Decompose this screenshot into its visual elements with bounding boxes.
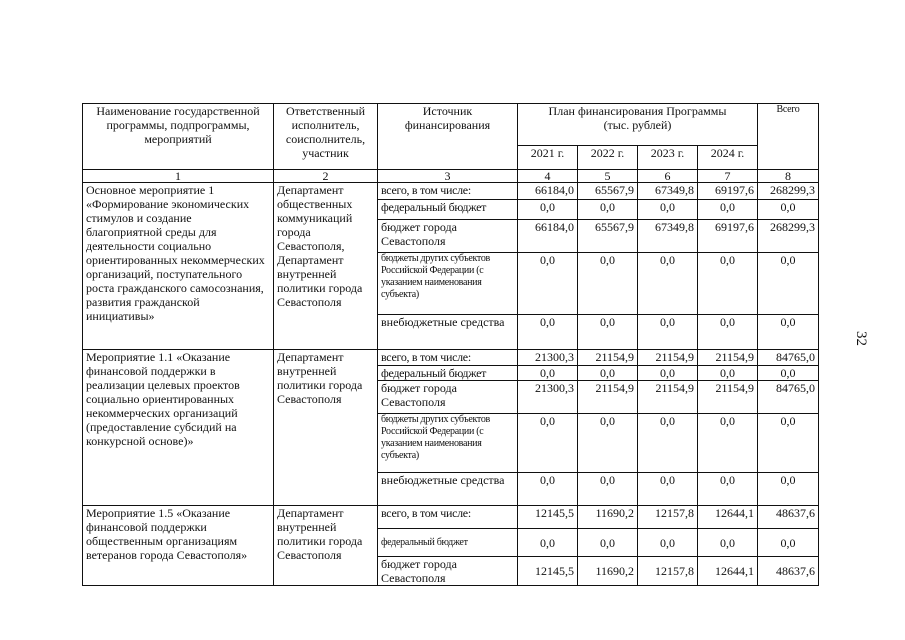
col-number: 6 bbox=[638, 170, 698, 183]
value-cell: 12644,1 bbox=[698, 506, 758, 529]
value-cell: 84765,0 bbox=[758, 381, 819, 414]
value-cell: 21154,9 bbox=[698, 381, 758, 414]
value-cell: 21300,3 bbox=[518, 381, 578, 414]
value-cell: 0,0 bbox=[758, 253, 819, 315]
value-cell: 0,0 bbox=[758, 529, 819, 557]
value-cell: 0,0 bbox=[578, 200, 638, 220]
col-number: 7 bbox=[698, 170, 758, 183]
value-cell: 69197,6 bbox=[698, 183, 758, 200]
measure-name: Мероприятие 1.5 «Оказание финансовой поддержки общественным организациям ветеранов города Севастополя» bbox=[83, 506, 274, 586]
value-cell: 0,0 bbox=[578, 366, 638, 381]
col-number: 5 bbox=[578, 170, 638, 183]
source-cell: бюджет города Севастополя bbox=[378, 381, 518, 414]
value-cell: 0,0 bbox=[758, 414, 819, 473]
value-cell: 65567,9 bbox=[578, 183, 638, 200]
value-cell: 0,0 bbox=[518, 366, 578, 381]
value-cell: 268299,3 bbox=[758, 220, 819, 253]
value-cell: 0,0 bbox=[518, 414, 578, 473]
header-year: 2023 г. bbox=[638, 146, 698, 170]
value-cell: 268299,3 bbox=[758, 183, 819, 200]
value-cell: 0,0 bbox=[638, 315, 698, 350]
header-name: Наименование государственной программы, подпрограммы, мероприятий bbox=[83, 104, 274, 170]
header-responsible: Ответственный исполнитель, соисполнитель, участник bbox=[274, 104, 378, 170]
value-cell: 21154,9 bbox=[578, 381, 638, 414]
value-cell: 21154,9 bbox=[638, 350, 698, 366]
value-cell: 0,0 bbox=[758, 315, 819, 350]
value-cell: 67349,8 bbox=[638, 183, 698, 200]
value-cell: 0,0 bbox=[698, 414, 758, 473]
value-cell: 12157,8 bbox=[638, 506, 698, 529]
value-cell: 65567,9 bbox=[578, 220, 638, 253]
value-cell: 0,0 bbox=[638, 414, 698, 473]
value-cell: 0,0 bbox=[638, 529, 698, 557]
value-cell: 67349,8 bbox=[638, 220, 698, 253]
value-cell: 0,0 bbox=[698, 200, 758, 220]
source-cell: федеральный бюджет bbox=[378, 366, 518, 381]
measure-name: Основное мероприятие 1 «Формирование экономических стимулов и создание благоприятной среды для деятельности социально ориентированных некоммерческих организаций, поступательного роста гражданского самосознания, развития гражданской инициативы» bbox=[83, 183, 274, 350]
value-cell: 11690,2 bbox=[578, 557, 638, 586]
financing-table bbox=[82, 103, 819, 586]
value-cell: 0,0 bbox=[698, 315, 758, 350]
value-cell: 0,0 bbox=[758, 473, 819, 506]
value-cell: 0,0 bbox=[578, 473, 638, 506]
value-cell: 21154,9 bbox=[638, 381, 698, 414]
value-cell: 0,0 bbox=[698, 529, 758, 557]
col-number: 2 bbox=[274, 170, 378, 183]
value-cell: 0,0 bbox=[638, 366, 698, 381]
source-cell: всего, в том числе: bbox=[378, 183, 518, 200]
source-cell: внебюджетные средства bbox=[378, 315, 518, 350]
header-year: 2022 г. bbox=[578, 146, 638, 170]
value-cell: 0,0 bbox=[698, 366, 758, 381]
header-year: 2021 г. bbox=[518, 146, 578, 170]
value-cell: 21154,9 bbox=[698, 350, 758, 366]
value-cell: 12145,5 bbox=[518, 557, 578, 586]
value-cell: 66184,0 bbox=[518, 220, 578, 253]
value-cell: 0,0 bbox=[758, 366, 819, 381]
value-cell: 0,0 bbox=[518, 200, 578, 220]
source-cell: бюджеты других субъектов Российской Федерации (с указанием наименования субъекта) bbox=[378, 414, 518, 473]
value-cell: 0,0 bbox=[578, 315, 638, 350]
value-cell: 66184,0 bbox=[518, 183, 578, 200]
source-cell: всего, в том числе: bbox=[378, 506, 518, 529]
value-cell: 12157,8 bbox=[638, 557, 698, 586]
value-cell: 0,0 bbox=[638, 473, 698, 506]
value-cell: 0,0 bbox=[518, 529, 578, 557]
value-cell: 48637,6 bbox=[758, 506, 819, 529]
value-cell: 0,0 bbox=[758, 200, 819, 220]
value-cell: 0,0 bbox=[578, 529, 638, 557]
table-row bbox=[83, 506, 819, 529]
header-source: Источник финансирования bbox=[378, 104, 518, 170]
source-cell: бюджет города Севастополя bbox=[378, 557, 518, 586]
measure-responsible: Департамент внутренней политики города Севастополя bbox=[274, 506, 378, 586]
value-cell: 11690,2 bbox=[578, 506, 638, 529]
value-cell: 0,0 bbox=[638, 253, 698, 315]
value-cell: 0,0 bbox=[638, 200, 698, 220]
value-cell: 0,0 bbox=[698, 473, 758, 506]
value-cell: 12644,1 bbox=[698, 557, 758, 586]
source-cell: бюджеты других субъектов Российской Федерации (с указанием наименования субъекта) bbox=[378, 253, 518, 315]
measure-name: Мероприятие 1.1 «Оказание финансовой поддержки в реализации целевых проектов социально ориентированных некоммерческих организаций (предоставление субсидий на конкурсной основе)» bbox=[83, 350, 274, 506]
col-number: 8 bbox=[758, 170, 819, 183]
value-cell: 0,0 bbox=[698, 253, 758, 315]
header-plan: План финансирования Программы (тыс. рублей) bbox=[518, 104, 758, 146]
value-cell: 12145,5 bbox=[518, 506, 578, 529]
header-year: 2024 г. bbox=[698, 146, 758, 170]
value-cell: 0,0 bbox=[518, 315, 578, 350]
value-cell: 84765,0 bbox=[758, 350, 819, 366]
measure-responsible: Департамент общественных коммуникаций города Севастополя, Департамент внутренней политики города Севастополя bbox=[274, 183, 378, 350]
value-cell: 21154,9 bbox=[578, 350, 638, 366]
source-cell: всего, в том числе: bbox=[378, 350, 518, 366]
table-row bbox=[83, 350, 819, 366]
measure-responsible: Департамент внутренней политики города Севастополя bbox=[274, 350, 378, 506]
table-row bbox=[83, 183, 819, 200]
value-cell: 48637,6 bbox=[758, 557, 819, 586]
header-total: Всего bbox=[758, 104, 819, 170]
value-cell: 0,0 bbox=[578, 414, 638, 473]
source-cell: бюджет города Севастополя bbox=[378, 220, 518, 253]
value-cell: 21300,3 bbox=[518, 350, 578, 366]
value-cell: 69197,6 bbox=[698, 220, 758, 253]
source-cell: внебюджетные средства bbox=[378, 473, 518, 506]
page-number: 32 bbox=[853, 331, 869, 346]
source-cell: федеральный бюджет bbox=[378, 529, 518, 557]
value-cell: 0,0 bbox=[518, 253, 578, 315]
col-number: 3 bbox=[378, 170, 518, 183]
value-cell: 0,0 bbox=[518, 473, 578, 506]
col-number: 4 bbox=[518, 170, 578, 183]
col-number: 1 bbox=[83, 170, 274, 183]
source-cell: федеральный бюджет bbox=[378, 200, 518, 220]
value-cell: 0,0 bbox=[578, 253, 638, 315]
